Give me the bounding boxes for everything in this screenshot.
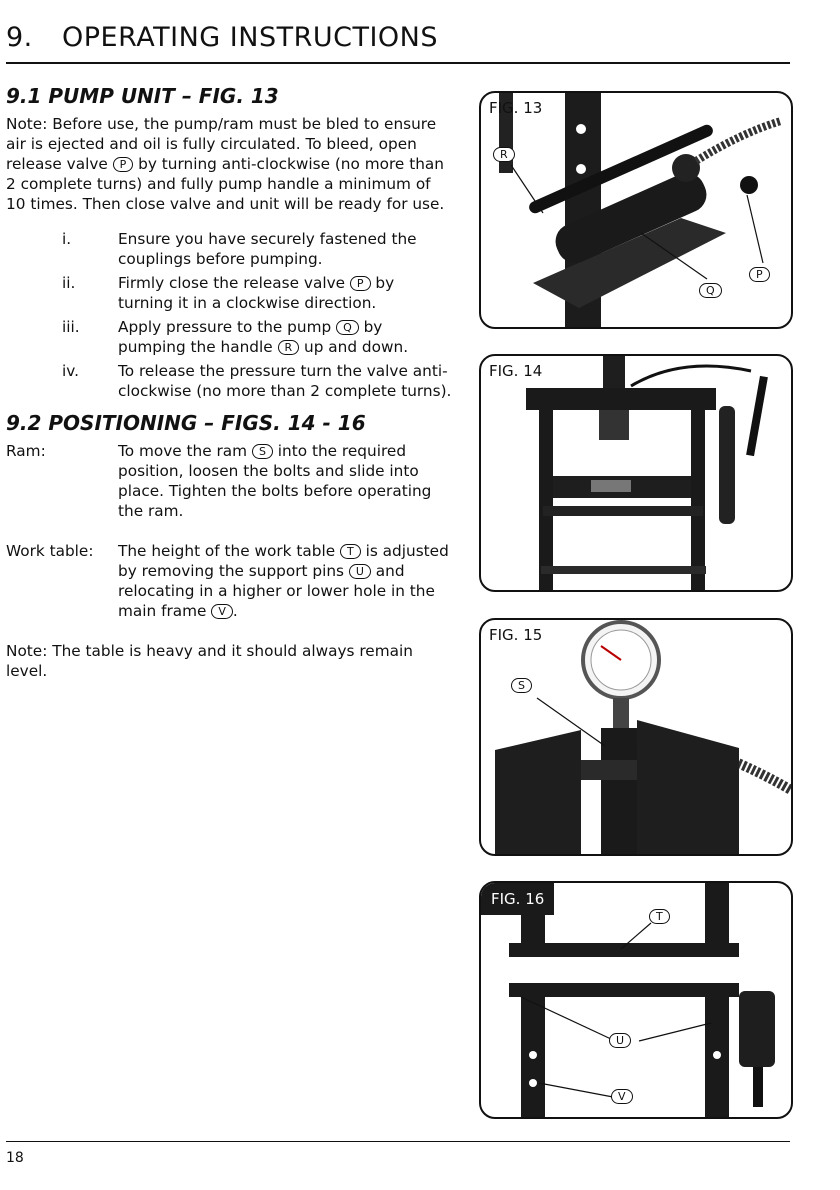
- list-item: [6, 317, 454, 357]
- list-item: [6, 361, 454, 401]
- ref-p: P: [113, 157, 134, 172]
- work-table-illustration: [481, 883, 791, 1117]
- step-number: i.: [62, 230, 72, 248]
- figure-14-title: FIG. 14: [489, 362, 543, 380]
- header-rule: [6, 62, 790, 64]
- step-number: iv.: [62, 362, 79, 380]
- step-text-a: Apply pressure to the pump: [118, 318, 337, 336]
- ram-text: [118, 441, 454, 521]
- ref-p: P: [350, 276, 371, 291]
- press-frame-illustration: [481, 356, 791, 590]
- pump-note-text-a: Note: Before use, the pump/ram must be bled to ensure air is ejected and oil is fully circulated. To bleed, open release valve: [6, 115, 437, 173]
- work-table-label: Work table:: [6, 542, 94, 560]
- work-table-text: [118, 541, 454, 621]
- step-text-b: by pumping the handle: [118, 318, 383, 356]
- callout-q: Q: [699, 283, 722, 298]
- list-item: [6, 229, 454, 269]
- callout-u: U: [609, 1033, 631, 1048]
- footer-rule: [6, 1141, 790, 1142]
- callout-r: R: [493, 147, 515, 162]
- step-text-a: Firmly close the release valve: [118, 274, 350, 292]
- step-text: [118, 273, 454, 313]
- figure-15-title: FIG. 15: [489, 626, 543, 644]
- ref-r: R: [278, 340, 300, 355]
- step-text-b: by turning it in a clockwise direction.: [118, 274, 395, 312]
- list-item: [6, 273, 454, 313]
- figure-15: [479, 618, 793, 856]
- ram-gauge-illustration: [481, 620, 791, 854]
- figure-13-title: FIG. 13: [489, 99, 543, 117]
- positioning-section: [6, 411, 454, 681]
- ref-q: Q: [336, 320, 359, 335]
- pump-unit-heading: 9.1 PUMP UNIT – FIG. 13: [6, 84, 279, 108]
- table-note: Note: The table is heavy and it should always remain level.: [6, 642, 413, 680]
- figure-16: [479, 881, 793, 1119]
- figure-14: [479, 354, 793, 592]
- work-table-text-b: is adjusted by removing the support pins: [118, 542, 449, 580]
- step-text: To release the pressure turn the valve anti-clockwise (no more than 2 complete turns).: [118, 362, 452, 400]
- ram-text-a: To move the ram: [118, 442, 252, 460]
- pump-steps-list: [6, 229, 454, 401]
- step-number: iii.: [62, 318, 80, 336]
- page-title: [6, 22, 438, 53]
- callout-t: T: [649, 909, 670, 924]
- work-table-text-a: The height of the work table: [118, 542, 340, 560]
- step-number: ii.: [62, 274, 76, 292]
- figure-13: [479, 91, 793, 329]
- callout-s: S: [511, 678, 532, 693]
- work-table-text-d: .: [232, 602, 238, 620]
- pump-unit-illustration: [481, 93, 791, 327]
- callout-v: V: [611, 1089, 633, 1104]
- positioning-heading: 9.2 POSITIONING – FIGS. 14 - 16: [6, 411, 366, 435]
- pump-note: [6, 114, 454, 214]
- ram-text-b: into the required position, loosen the bolts and slide into place. Tighten the bolts before operating the ram.: [118, 442, 432, 520]
- ram-entry: [6, 441, 454, 521]
- ref-v: V: [211, 604, 233, 619]
- step-text: [118, 317, 454, 357]
- text-column: [6, 84, 454, 681]
- ram-label: Ram:: [6, 442, 46, 460]
- callout-p: P: [749, 267, 770, 282]
- pump-note-text-b: by turning anti-clockwise (no more than 2 complete turns) and fully pump handle a minimum of 10 times. Then close valve and unit will be ready for use.: [6, 155, 445, 213]
- section-title: OPERATING INSTRUCTIONS: [62, 22, 439, 53]
- work-table-entry: [6, 541, 454, 621]
- section-number: 9.: [6, 22, 33, 53]
- ref-u: U: [349, 564, 371, 579]
- ref-t: T: [340, 544, 361, 559]
- step-text-c: up and down.: [299, 338, 409, 356]
- page-number: 18: [6, 1150, 24, 1166]
- ref-s: S: [252, 444, 273, 459]
- work-table-text-c: and relocating in a higher or lower hole in the main frame: [118, 562, 435, 620]
- figure-16-title: FIG. 16: [481, 883, 554, 915]
- step-text: Ensure you have securely fastened the couplings before pumping.: [118, 230, 417, 268]
